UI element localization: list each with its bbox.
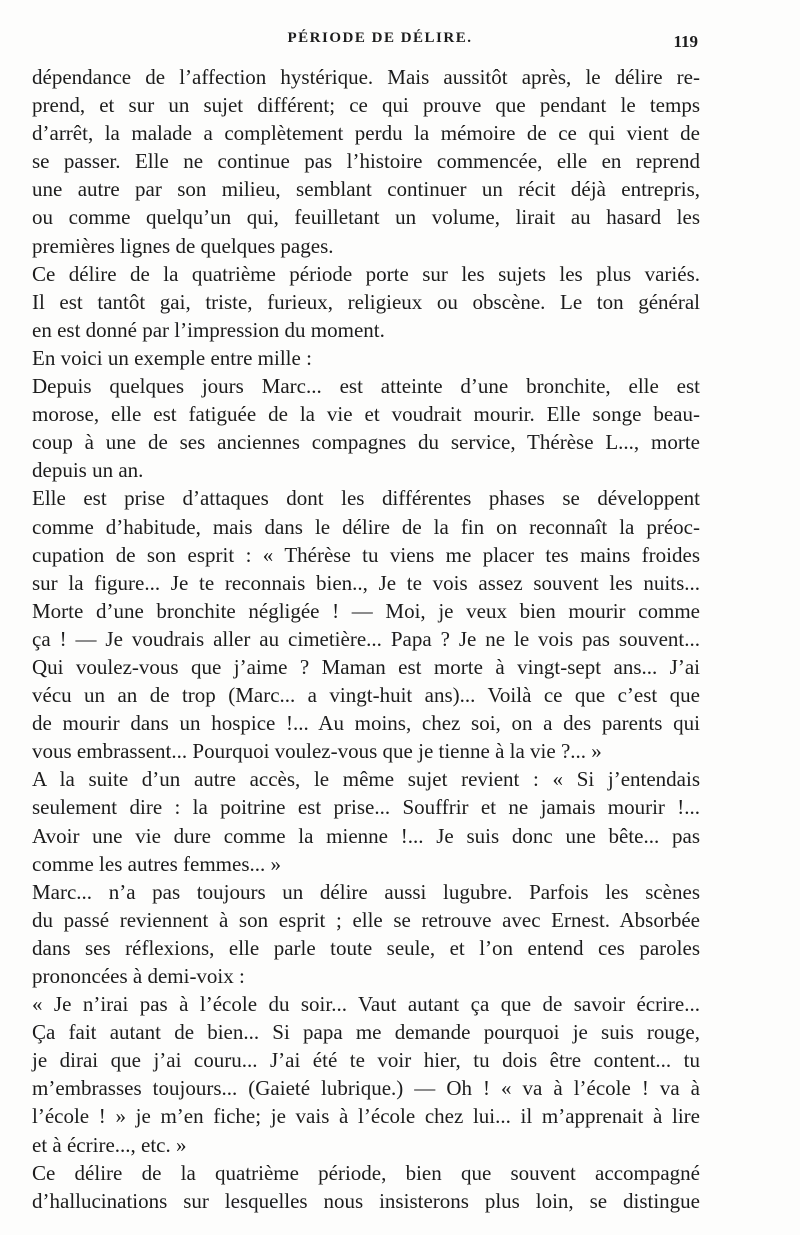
text-line: cupation de son esprit : « Thérèse tu viens me placer tes mains froides — [32, 542, 700, 567]
text-line: Qui voulez-vous que j’aime ? Maman est morte à vingt-sept ans... J’ai — [32, 654, 700, 679]
text-line: dans ses réflexions, elle parle toute seule, et l’on entend ces paroles — [32, 935, 700, 960]
text-line: l’école ! » je m’en fiche; je vais à l’école chez lui... il m’apprenait à lire — [32, 1104, 700, 1129]
text-line: comme d’habitude, mais dans le délire de la fin on reconnaît la préoc- — [32, 514, 700, 539]
text-line: m’embrasses toujours... (Gaieté lubrique.) — Oh ! « va à l’école ! va à — [32, 1076, 700, 1101]
text-line: depuis un an. — [32, 458, 144, 483]
text-line: prononcées à demi-voix : — [32, 964, 245, 988]
text-line: prend, et sur un sujet différent; ce qui prouve que pendant le temps — [32, 93, 700, 118]
text-line: morose, elle est fatiguée de la vie et voudrait mourir. Elle songe beau- — [32, 402, 700, 427]
text-line: Ce délire de la quatrième période porte sur les sujets les plus variés. — [32, 261, 700, 286]
text-line: et à écrire..., etc. » — [32, 1132, 187, 1157]
text-line: ça ! — Je voudrais aller au cimetière... Papa ? Je ne le vois pas souvent... — [32, 626, 700, 651]
text-line: Elle est prise d’attaques dont les différentes phases se développent — [32, 486, 700, 511]
text-line: dépendance de l’affection hystérique. Mais aussitôt après, le délire re- — [32, 65, 700, 89]
text-line: sur la figure... Je te reconnais bien.., Je te vois assez souvent les nuits... — [32, 570, 700, 595]
text-line: seulement dire : la poitrine est prise... Souffrir et ne jamais mourir !... — [32, 795, 700, 820]
text-line: Ce délire de la quatrième période, bien que souvent accompagné — [32, 1160, 700, 1185]
text-line: vous embrassent... Pourquoi voulez-vous que je tienne à la vie ?... » — [32, 739, 602, 764]
text-line: d’arrêt, la malade a complètement perdu la mémoire de ce qui vient de — [32, 121, 700, 146]
text-line: Avoir une vie dure comme la mienne !... Je suis donc une bête... pas — [32, 823, 700, 848]
text-line: coup à une de ses anciennes compagnes du service, Thérèse L..., morte — [32, 430, 700, 455]
text-line: Depuis quelques jours Marc... est atteinte d’une bronchite, elle est — [32, 374, 700, 399]
text-line: En voici un exemple entre mille : — [32, 345, 312, 370]
text-line: se passer. Elle ne continue pas l’histoire commencée, elle en reprend — [32, 149, 700, 174]
text-line: Marc... n’a pas toujours un délire aussi lugubre. Parfois les scènes — [32, 879, 700, 904]
text-line: A la suite d’un autre accès, le même sujet revient : « Si j’entendais — [32, 767, 700, 792]
text-line: du passé reviennent à son esprit ; elle se retrouve avec Ernest. Absorbée — [32, 907, 700, 932]
text-line: de mourir dans un hospice !... Au moins, chez soi, on a des parents qui — [32, 711, 700, 736]
text-line: premières lignes de quelques pages. — [32, 233, 334, 258]
text-line: ou comme quelqu’un qui, feuilletant un volume, lirait au hasard les — [32, 205, 700, 230]
page-number: 119 — [673, 32, 698, 51]
body-text — [32, 63, 700, 1215]
text-line: d’hallucinations sur lesquelles nous insisterons plus loin, se distingue — [32, 1188, 700, 1213]
running-head — [0, 26, 800, 56]
text-line: Ça fait autant de bien... Si papa me demande pourquoi je suis rouge, — [32, 1020, 700, 1045]
text-line: une autre par son milieu, semblant continuer un récit déjà entrepris, — [32, 177, 700, 202]
text-line: Morte d’une bronchite négligée ! — Moi, je veux bien mourir comme — [32, 598, 700, 623]
text-line: Il est tantôt gai, triste, furieux, religieux ou obscène. Le ton général — [32, 289, 700, 314]
running-title: PÉRIODE DE DÉLIRE. — [287, 30, 473, 46]
text-line: je dirai que j’ai couru... J’ai été te voir hier, tu dois être content... tu — [32, 1048, 700, 1073]
text-line: vécu un an de trop (Marc... a vingt-huit ans)... Voilà ce que c’est que — [32, 683, 700, 708]
text-line: en est donné par l’impression du moment. — [32, 317, 385, 342]
text-line: comme les autres femmes... » — [32, 851, 282, 876]
text-line: « Je n’irai pas à l’école du soir... Vaut autant ça que de savoir écrire... — [32, 992, 700, 1017]
